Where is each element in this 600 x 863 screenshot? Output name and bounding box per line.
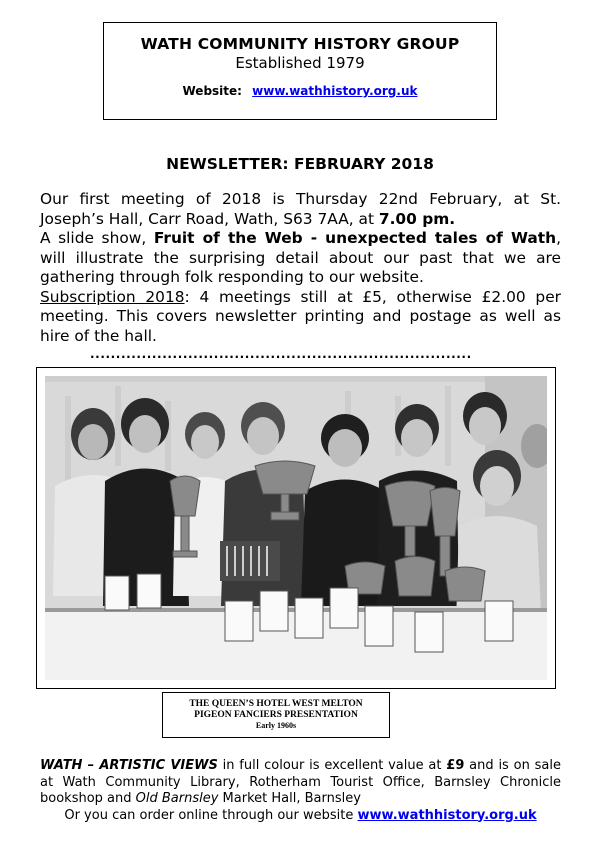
artistic-views-paragraph [40, 758, 561, 808]
photo-illustration [45, 376, 547, 680]
subscription-paragraph [40, 288, 561, 347]
established-year: Established 1979 [235, 54, 365, 72]
order-website-link[interactable]: www.wathhistory.org.uk [357, 807, 537, 823]
views-text-a: in full colour is excellent value at [217, 758, 447, 773]
intro-text [40, 190, 561, 346]
views-text-c: Market Hall, Barnsley [218, 791, 361, 806]
subscription-text: : 4 meetings still at £5, otherwise £2.00 per meeting. This covers newsletter printing and postage as well as hire of the hall. [40, 287, 561, 345]
website-label: Website: [182, 84, 242, 98]
slideshow-text-b: , will illustrate the surprising detail about our past that we are gathering through folk responding to our website. [40, 229, 561, 286]
group-photo [45, 376, 547, 680]
photo-frame [36, 367, 556, 689]
website-line [104, 84, 496, 98]
header-box [103, 22, 497, 120]
website-link[interactable]: www.wathhistory.org.uk [252, 84, 418, 98]
newsletter-title: NEWSLETTER: FEBRUARY 2018 [166, 155, 434, 173]
artistic-views-title: WATH – ARTISTIC VIEWS [40, 758, 218, 773]
old-barnsley: Old Barnsley [135, 791, 219, 806]
org-name: WATH COMMUNITY HISTORY GROUP [140, 35, 460, 53]
meeting-time: 7.00 pm. [378, 209, 456, 228]
subscription-label: Subscription 2018 [40, 287, 185, 306]
caption-line-1: THE QUEEN’S HOTEL WEST MELTON [189, 699, 363, 709]
dotted-separator: .......................................................................... [90, 348, 472, 360]
views-text-b: and is on sale at Wath Community Library, Rotherham Tourist Office, Barnsley Chronicle bookshop and [40, 758, 561, 806]
slideshow-text-a: A slide show, [40, 229, 154, 247]
caption-line-2: PIGEON FANCIERS PRESENTATION [194, 710, 358, 720]
photo-caption [162, 692, 390, 738]
order-text: Or you can order online through our website [64, 807, 358, 823]
slideshow-paragraph [40, 229, 561, 288]
meeting-paragraph [40, 190, 561, 229]
caption-line-3: Early 1960s [255, 721, 297, 730]
meeting-text: Our first meeting of 2018 is Thursday 22nd February, at St. Joseph’s Hall, Carr Road, Wath, S63 7AA, at [40, 190, 561, 228]
order-online-line [40, 808, 561, 825]
slideshow-title: Fruit of the Web - unexpected tales of Wath [153, 229, 557, 247]
views-price: £9 [446, 758, 465, 773]
artistic-views-section [40, 758, 561, 824]
